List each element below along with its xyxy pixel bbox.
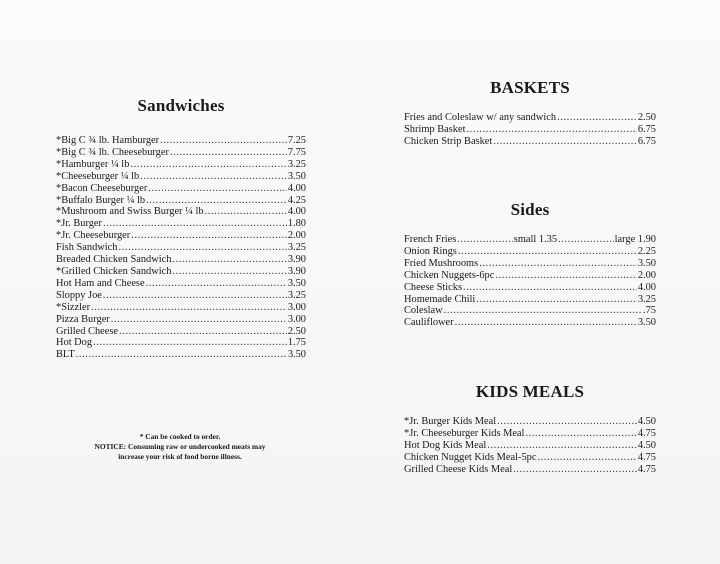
leader-dots [444, 305, 642, 317]
item-name: *Jr. Burger [56, 218, 102, 230]
item-name: Chicken Strip Basket [404, 135, 493, 147]
item-price: 3.25 [637, 293, 656, 305]
item-price: 3.50 [287, 277, 306, 289]
leader-dots [463, 282, 637, 294]
item-name: *Big C ¾ lb. Hamburger [56, 135, 160, 146]
menu-item [404, 294, 656, 306]
leader-dots [146, 278, 287, 290]
leader-dots [91, 302, 287, 314]
item-name: Fried Mushrooms [404, 257, 479, 269]
leader-dots [111, 314, 287, 326]
leader-dots [457, 234, 513, 246]
leader-dots [495, 270, 636, 282]
leader-dots [558, 234, 614, 246]
leader-dots [160, 135, 287, 147]
item-price-large: large 1.90 [614, 234, 656, 245]
item-name: *Big C ¾ lb. Cheeseburger [56, 146, 169, 158]
item-name: *Mushroom and Swiss Burger ¼ lb [56, 206, 204, 218]
menu-item [404, 270, 656, 282]
menu-item [56, 278, 306, 290]
item-price: 2.00 [287, 230, 306, 242]
item-name: BLT [56, 349, 75, 361]
item-name: Breaded Chicken Sandwich [56, 254, 172, 266]
item-price: 3.50 [637, 257, 656, 269]
item-name: *Grilled Chicken Sandwich [56, 265, 172, 277]
leader-dots [458, 246, 637, 258]
item-name: Hot Dog Kids Meal [404, 439, 487, 451]
notice-line: NOTICE: Consuming raw or undercooked meats may [94, 442, 266, 451]
sandwiches-section [56, 96, 306, 361]
menu-item [56, 337, 306, 349]
item-name: French Fries [404, 234, 457, 245]
item-name: *Hamburger ¼ lb [56, 158, 130, 170]
leader-dots [493, 136, 637, 148]
item-name: *Jr. Burger Kids Meal [404, 416, 497, 427]
sides-title: Sides [510, 200, 550, 219]
item-name: *Bacon Cheeseburger [56, 182, 148, 194]
item-name: Chicken Nugget Kids Meal-5pc [404, 451, 537, 463]
menu-item [404, 136, 656, 148]
leader-dots [497, 416, 637, 428]
baskets-list [404, 112, 656, 148]
baskets-section [404, 78, 656, 148]
leader-dots [172, 254, 286, 266]
item-price: 3.90 [287, 265, 306, 277]
menu-item [56, 302, 306, 314]
menu-item [404, 246, 656, 258]
item-price: 7.75 [287, 146, 306, 158]
item-price: 4.50 [637, 439, 656, 451]
item-price: 4.00 [287, 206, 306, 218]
leader-dots [479, 258, 637, 270]
menu-item [56, 171, 306, 183]
menu-item [404, 440, 656, 452]
menu-item [56, 230, 306, 242]
item-name: Cauliflower [404, 317, 454, 329]
item-price: 4.00 [287, 182, 306, 194]
item-name: Grilled Cheese Kids Meal [404, 463, 513, 475]
leader-dots [140, 171, 287, 183]
item-name: Fish Sandwich [56, 242, 118, 254]
leader-dots [466, 124, 636, 136]
leader-dots [131, 230, 287, 242]
menu-item [56, 314, 306, 326]
menu-item [56, 147, 306, 159]
item-name: Fries and Coleslaw w/ any sandwich [404, 112, 557, 123]
kids-meals-title: KIDS MEALS [475, 382, 585, 401]
kids-meals-list [404, 416, 656, 476]
item-price: 3.25 [287, 242, 306, 254]
leader-dots [513, 464, 637, 476]
menu-item [404, 416, 656, 428]
item-price: 4.25 [287, 194, 306, 206]
item-price: 3.25 [287, 158, 306, 170]
leader-dots [148, 183, 287, 195]
menu-item [56, 290, 306, 302]
item-name: Shrimp Basket [404, 123, 466, 135]
item-name: Coleslaw [404, 305, 443, 317]
item-name: *Jr. Cheeseburger [56, 230, 131, 242]
leader-dots [476, 294, 637, 306]
item-price: 6.75 [637, 123, 656, 135]
cooking-notice [62, 432, 298, 462]
baskets-title: BASKETS [490, 78, 570, 97]
item-name: Onion Rings [404, 245, 457, 257]
menu-item [56, 159, 306, 171]
kids-meals-section [404, 382, 656, 476]
leader-dots [130, 159, 286, 171]
menu-item [56, 242, 306, 254]
item-price: 3.25 [287, 289, 306, 301]
item-name: *Cheeseburger ¼ lb [56, 170, 140, 182]
item-name: *Sizzler [56, 301, 91, 313]
item-price: 4.50 [637, 416, 656, 427]
leader-dots [205, 206, 287, 218]
item-name: Sloppy Joe [56, 289, 102, 301]
menu-item [404, 464, 656, 476]
item-name: Pizza Burger [56, 313, 110, 325]
menu-item [56, 135, 306, 147]
item-price: .75 [643, 305, 656, 317]
item-price: 4.00 [637, 281, 656, 293]
menu-item [404, 305, 656, 317]
menu-item [404, 317, 656, 329]
leader-dots [537, 452, 636, 464]
menu-item [56, 218, 306, 230]
item-price: 3.90 [287, 254, 306, 266]
leader-dots [146, 195, 287, 207]
menu-item [56, 266, 306, 278]
item-price: 3.50 [287, 170, 306, 182]
menu-item [56, 349, 306, 361]
menu-item [56, 254, 306, 266]
leader-dots [76, 349, 287, 361]
item-price: 6.75 [637, 135, 656, 147]
leader-dots [93, 337, 287, 349]
menu-item [56, 326, 306, 338]
leader-dots [103, 290, 287, 302]
item-price: 4.75 [637, 427, 656, 439]
leader-dots [487, 440, 637, 452]
sides-list [404, 234, 656, 329]
notice-line: * Can be cooked to order. [139, 432, 221, 441]
item-name: *Buffalo Burger ¼ lb [56, 194, 146, 206]
menu-item [56, 195, 306, 207]
item-price: 7.25 [287, 135, 306, 146]
leader-dots [103, 218, 287, 230]
menu-item [56, 206, 306, 218]
menu-item [404, 452, 656, 464]
item-price: 1.80 [287, 218, 306, 230]
sandwiches-list [56, 135, 306, 361]
menu-item [56, 183, 306, 195]
menu-item [404, 234, 656, 246]
item-name: *Jr. Cheeseburger Kids Meal [404, 427, 525, 439]
leader-dots [525, 428, 636, 440]
item-price: 2.25 [637, 245, 656, 257]
menu-item [404, 428, 656, 440]
item-name: Homemade Chili [404, 293, 476, 305]
leader-dots [170, 147, 287, 159]
leader-dots [119, 326, 287, 338]
menu-item [404, 124, 656, 136]
leader-dots [455, 317, 637, 329]
item-price-small: small 1.35 [513, 234, 558, 245]
leader-dots [172, 266, 286, 278]
item-price: 3.00 [287, 313, 306, 325]
sides-section [404, 200, 656, 329]
menu-item [404, 112, 656, 124]
leader-dots [557, 112, 637, 124]
menu-item [404, 258, 656, 270]
item-price: 2.00 [637, 269, 656, 281]
item-price: 2.50 [287, 325, 306, 337]
item-name: Cheese Sticks [404, 281, 463, 293]
menu-item [404, 282, 656, 294]
sandwiches-title: Sandwiches [137, 96, 225, 115]
item-price: 4.75 [637, 451, 656, 463]
item-price: 4.75 [637, 463, 656, 475]
item-price: 3.00 [287, 301, 306, 313]
item-name: Grilled Cheese [56, 325, 119, 337]
item-price: 3.50 [637, 317, 656, 329]
item-price: 2.50 [637, 112, 656, 123]
notice-line: increase your risk of food borne illness. [118, 452, 242, 461]
item-name: Chicken Nuggets-6pc [404, 269, 495, 281]
item-name: Hot Ham and Cheese [56, 277, 145, 289]
item-name: Hot Dog [56, 337, 93, 349]
item-price: 3.50 [287, 349, 306, 361]
item-price: 1.75 [287, 337, 306, 349]
leader-dots [118, 242, 286, 254]
